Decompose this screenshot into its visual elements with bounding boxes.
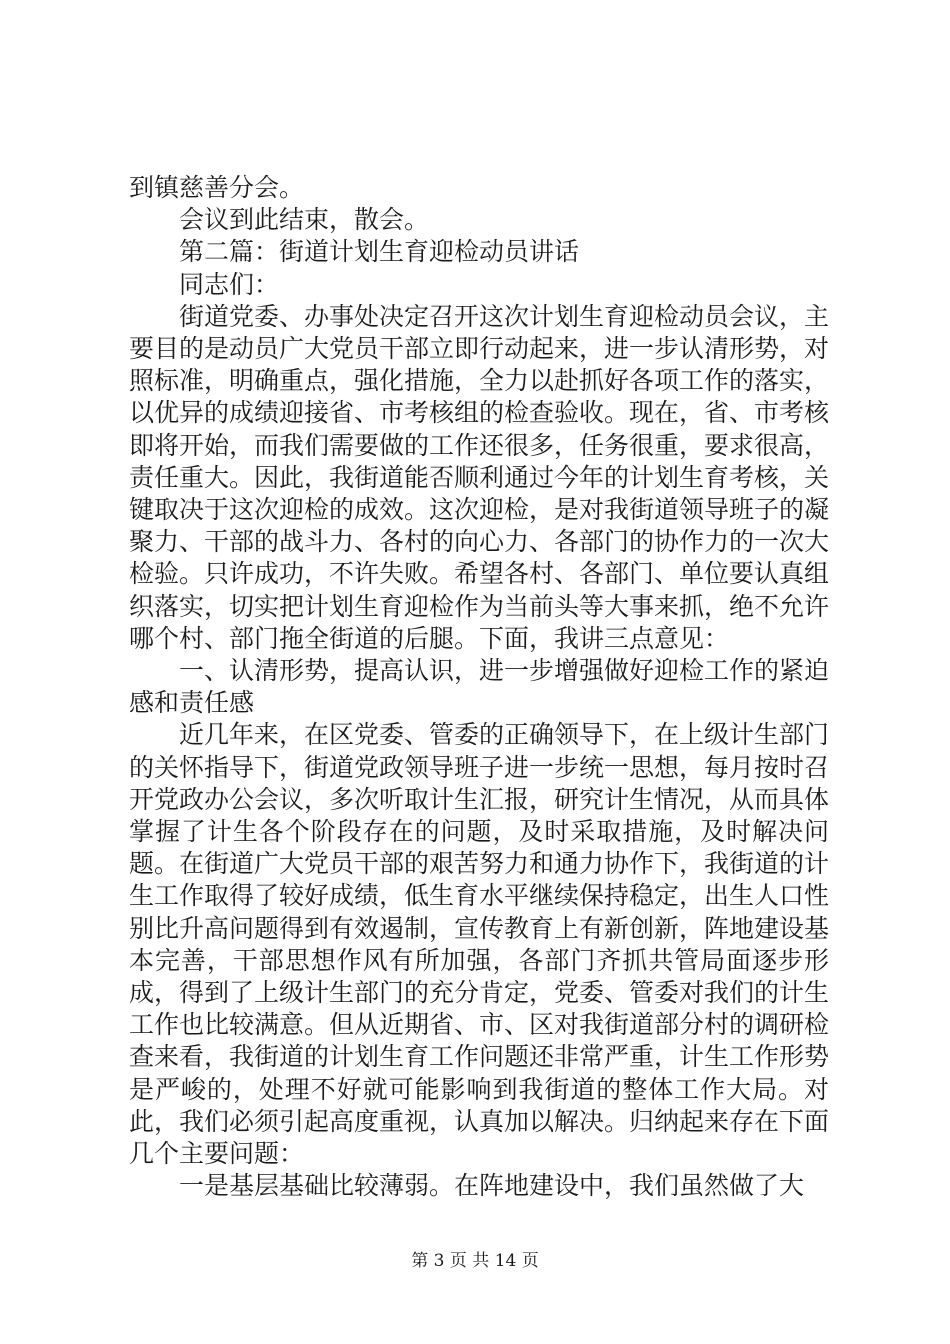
page-number-footer: 第 3 页 共 14 页 <box>411 1251 539 1271</box>
subheading-point-one: 一、认清形势，提高认识，进一步增强做好迎检工作的紧迫感和责任感 <box>129 656 830 718</box>
document-body <box>129 172 829 1203</box>
paragraph-problem-one: 一是基层基础比较薄弱。在阵地建设中，我们虽然做了大 <box>179 1171 805 1201</box>
paragraph-introduction: 街道党委、办事处决定召开这次计划生育迎检动员会议，主要目的是动员广大党员干部立即行动起来，进一步认清形势，对照标准，明确重点，强化措施，全力以赴抓好各项工作的落实，以优异的成绩迎接省、市考核组的检查验收。现在，省、市考核即将开始，而我们需要做的工作还很多，任务很重，要求很高，责任重大。因此，我街道能否顺利通过今年的计划生育考核，关键取决于这次迎检的成效。这次迎检，是对我街道领导班子的凝聚力、干部的战斗力、各村的向心力、各部门的协作力的一次大检验。只许成功，不许失败。希望各村、各部门、单位要认真组织落实，切实把计划生育迎检作为当前头等大事来抓，绝不允许哪个村、部门拖全街道的后腿。下面，我讲三点意见： <box>129 301 830 653</box>
paragraph-closing-line: 到镇慈善分会。 <box>129 173 305 202</box>
paragraph-situation: 近几年来，在区党委、管委的正确领导下，在上级计生部门的关怀指导下，街道党政领导班子进一步统一思想，每月按时召开党政办公会议，多次听取计生汇报，研究计生情况，从而具体掌握了计生各个阶段存在的问题，及时采取措施，及时解决问题。在街道广大党员干部的艰苦努力和通力协作下，我街道的计生工作取得了较好成绩，低生育水平继续保持稳定，出生人口性别比升高问题得到有效遏制，宣传教育上有新创新，阵地建设基本完善，干部思想作风有所加强，各部门齐抓共管局面逐步形成，得到了上级计生部门的充分肯定，党委、管委对我们的计生工作也比较满意。但从近期省、市、区对我街道部分村的调研检查来看，我街道的计划生育工作问题还非常严重，计生工作形势是严峻的，处理不好就可能影响到我街道的整体工作大局。对此，我们必须引起高度重视，认真加以解决。归纳起来存在下面几个主要问题： <box>129 720 830 1169</box>
paragraph-salutation: 同志们： <box>179 269 280 299</box>
section-heading: 第二篇：街道计划生育迎检动员讲话 <box>179 237 580 267</box>
paragraph-meeting-end: 会议到此结束，散会。 <box>179 205 430 235</box>
